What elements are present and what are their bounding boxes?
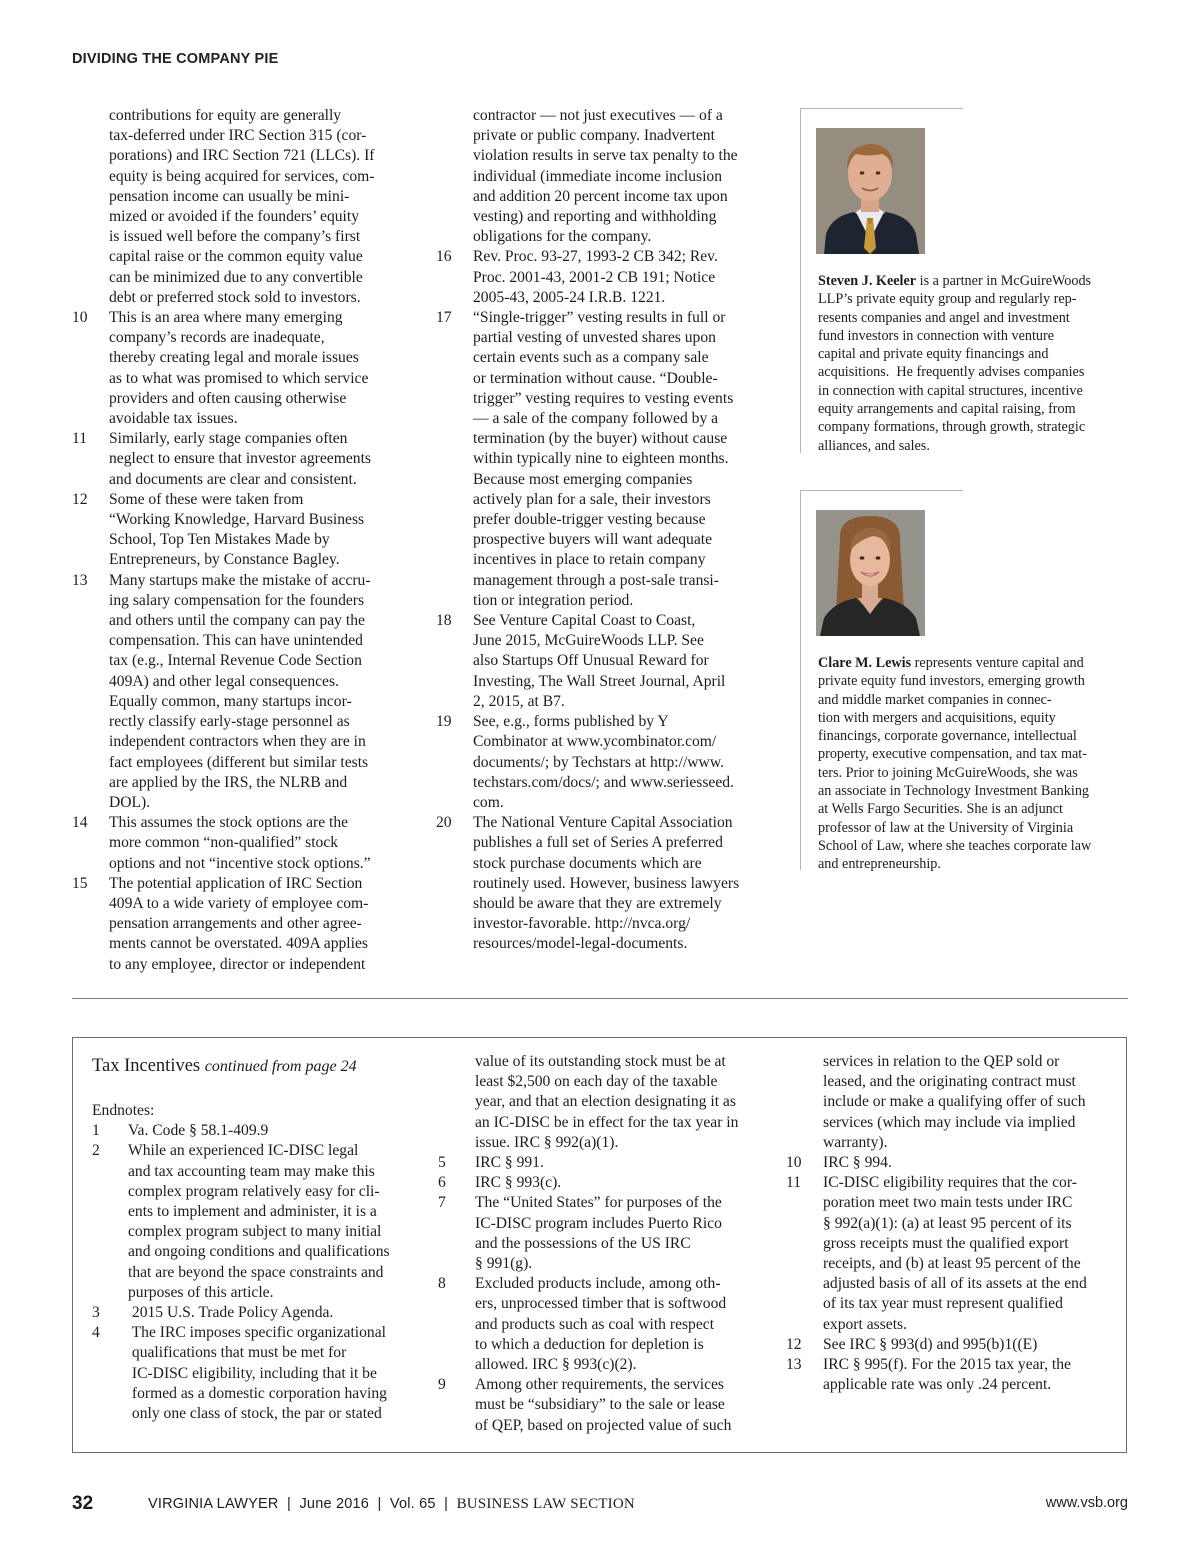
- text-line: tax-deferred under IRC Section 315 (cor-: [109, 127, 367, 145]
- bio-divider: [800, 108, 963, 109]
- endnote: [72, 813, 402, 874]
- endnote: [72, 429, 402, 490]
- text-line: partial vesting of unvested shares upon: [473, 329, 716, 347]
- endnote-number: 12: [786, 1335, 802, 1353]
- endnote: [786, 1355, 1111, 1395]
- text-line: and addition 20 percent income tax upon: [473, 187, 728, 205]
- text-line: avoidable tax issues.: [109, 410, 238, 428]
- text-line: trigger” vesting requires to vesting events: [473, 389, 734, 407]
- bio-line: fund investors in connection with venture: [818, 327, 1055, 344]
- bio-text: is a partner in McGuireWoods: [916, 273, 1092, 289]
- text-line: thereby creating legal and morale issues: [109, 349, 359, 367]
- endnote-number: 4: [92, 1324, 100, 1342]
- note-list: [438, 1153, 768, 1436]
- text-line: applicable rate was only .24 percent.: [823, 1376, 1052, 1394]
- footer-separator: |: [287, 1496, 292, 1512]
- text-line: services (which may include via implied: [823, 1113, 1076, 1131]
- author-name: Steven J. Keeler: [818, 273, 917, 289]
- endnote-number: 10: [72, 309, 88, 327]
- endnote: [72, 308, 402, 429]
- text-line: options and not “incentive stock options.”: [109, 854, 371, 872]
- text-line: IC-DISC program includes Puerto Rico: [475, 1214, 722, 1232]
- text-line: prefer double-trigger vesting because: [473, 511, 706, 529]
- endnote: [436, 611, 766, 712]
- author-name: Clare M. Lewis: [818, 655, 912, 671]
- text-line: com.: [473, 793, 504, 811]
- text-line: is issued well before the company’s first: [109, 228, 361, 246]
- endnote: [786, 1335, 1111, 1355]
- bio-line: School of Law, where she teaches corporate law: [818, 837, 1092, 854]
- box-title: [92, 1054, 420, 1079]
- endnotes-column-1: [72, 106, 402, 975]
- note-list: [786, 1153, 1111, 1395]
- note-list: [436, 247, 766, 954]
- text-line: ers, unprocessed timber that is softwood: [475, 1295, 727, 1313]
- text-line: capital raise or the common equity value: [109, 248, 363, 266]
- text-line: poration meet two main tests under IRC: [823, 1194, 1073, 1212]
- text-line: actively plan for a sale, their investors: [473, 490, 711, 508]
- text-line: ments cannot be overstated. 409A applies: [109, 935, 368, 953]
- text-line: investor-favorable. http://nvca.org/: [473, 915, 691, 933]
- endnote-number: 7: [438, 1194, 446, 1212]
- text-line: § 991(g).: [475, 1255, 533, 1273]
- endnotes-label: Endnotes:: [92, 1102, 155, 1119]
- endnote-text: [128, 1121, 420, 1141]
- text-line: While an experienced IC-DISC legal: [128, 1142, 359, 1160]
- text-line: include or make a qualifying offer of such: [823, 1093, 1086, 1111]
- text-line: and tax accounting team may make this: [128, 1162, 375, 1180]
- text-line: fact employees (different but similar tests: [109, 753, 369, 771]
- endnote-number: 16: [436, 248, 452, 266]
- text-line: and the possessions of the US IRC: [475, 1234, 691, 1252]
- text-line: 2015 U.S. Trade Policy Agenda.: [128, 1304, 334, 1322]
- bio-divider: [800, 108, 801, 453]
- endnote: [72, 571, 402, 813]
- bio-text: represents venture capital and: [911, 655, 1084, 671]
- endnote-text: [128, 1141, 420, 1303]
- bio-line: tion with mergers and acquisitions, equity: [818, 709, 1056, 726]
- endnote-number: 13: [786, 1356, 802, 1374]
- endnote-text: [473, 813, 766, 954]
- bio-line: capital and private equity financings and: [818, 346, 1049, 363]
- endnote-text: [823, 1335, 1111, 1355]
- continued-note: [786, 1052, 1111, 1153]
- page-footer: [72, 1493, 1128, 1519]
- bio-line: [818, 272, 1130, 290]
- endnote-text: [109, 429, 402, 490]
- text-line: 2005-43, 2005-24 I.R.B. 1221.: [473, 288, 666, 306]
- text-line: tion or integration period.: [473, 591, 634, 609]
- endnote-text: [475, 1193, 768, 1274]
- endnote-text: [109, 874, 402, 975]
- text-line: Entrepreneurs, by Constance Bagley.: [109, 551, 340, 569]
- text-line: Excluded products include, among oth-: [475, 1275, 721, 1293]
- text-line: as to what was promised to which service: [109, 369, 369, 387]
- text-line: porations) and IRC Section 721 (LLCs). If: [109, 147, 375, 165]
- bio-line: [818, 654, 1130, 672]
- text-line: pensation arrangements and other agree-: [109, 915, 362, 933]
- bio-line: company formations, through growth, strategic: [818, 419, 1086, 436]
- magazine-name: VIRGINIA LAWYER: [148, 1496, 279, 1512]
- text-line: independent contractors when they are in: [109, 733, 366, 751]
- text-line: Investing, The Wall Street Journal, April: [473, 672, 726, 690]
- bio-line: private equity fund investors, emerging growth: [818, 673, 1085, 690]
- text-line: IC-DISC eligibility, including that it be: [128, 1364, 377, 1382]
- text-line: 409A) and other legal consequences.: [109, 672, 339, 690]
- text-line: ents to implement and administer, it is a: [128, 1203, 377, 1221]
- bio-line: and middle market companies in connec-: [818, 691, 1052, 708]
- text-line: compensation. This can have unintended: [109, 632, 363, 650]
- box-title-continued: continued from page 24: [204, 1058, 357, 1075]
- text-line: and ongoing conditions and qualifications: [128, 1243, 390, 1261]
- endnote-number: 11: [786, 1174, 802, 1192]
- endnote-number: 20: [436, 814, 452, 832]
- bio-line: resents companies and angel and investment: [818, 309, 1070, 326]
- endnote: [92, 1141, 420, 1303]
- text-line: should be aware that they are extremely: [473, 894, 722, 912]
- bio-clare-lewis: [818, 654, 1130, 874]
- text-line: that are beyond the space constraints and: [128, 1263, 384, 1281]
- endnote-number: 10: [786, 1154, 802, 1172]
- text-line: more common “non-qualified” stock: [109, 834, 339, 852]
- endnote-number: 11: [72, 430, 88, 448]
- bio-steven-keeler: [818, 272, 1130, 455]
- bio-line: professor of law at the University of Virginia: [818, 819, 1074, 836]
- endnote: [436, 712, 766, 813]
- endnote-text: [109, 490, 402, 571]
- text-line: rectly classify early-stage personnel as: [109, 713, 350, 731]
- endnote: [436, 813, 766, 954]
- text-line: publishes a full set of Series A preferred: [473, 834, 723, 852]
- endnote-text: [473, 611, 766, 712]
- continued-note: [72, 106, 402, 308]
- text-line: to which a deduction for depletion is: [475, 1335, 704, 1353]
- text-line: violation results in serve tax penalty to the: [473, 147, 738, 165]
- text-line: year, and that an election designating it as: [475, 1093, 736, 1111]
- bio-line: LLP’s private equity group and regularly rep-: [818, 291, 1077, 308]
- text-line: The IRC imposes specific organizational: [128, 1324, 386, 1342]
- footer-separator: |: [377, 1496, 382, 1512]
- text-line: resources/model-legal-documents.: [473, 935, 688, 953]
- tax-incentives-column-1: [92, 1052, 420, 1424]
- bio-line: alliances, and sales.: [818, 437, 930, 454]
- endnote: [92, 1303, 420, 1323]
- text-line: contractor — not just executives — of a: [473, 107, 723, 124]
- text-line: or termination without cause. “Double-: [473, 369, 718, 387]
- text-line: § 992(a)(1): (a) at least 95 percent of its: [823, 1214, 1072, 1232]
- endnote-number: 18: [436, 612, 452, 630]
- text-line: documents/; by Techstars at http://www.: [473, 753, 724, 771]
- text-line: prospective buyers will want adequate: [473, 531, 713, 549]
- endnote-text: [475, 1375, 768, 1436]
- text-line: individual (immediate income inclusion: [473, 167, 723, 185]
- text-line: “Single-trigger” vesting results in full or: [473, 309, 726, 327]
- endnote-text: [823, 1355, 1111, 1395]
- tax-incentives-column-2: [438, 1052, 768, 1436]
- text-line: “Working Knowledge, Harvard Business: [109, 511, 365, 529]
- text-line: 409A to a wide variety of employee com-: [109, 894, 369, 912]
- text-line: The National Venture Capital Association: [473, 814, 733, 832]
- text-line: can be minimized due to any convertible: [109, 268, 363, 286]
- text-line: IC-DISC eligibility requires that the cor-: [823, 1174, 1077, 1192]
- endnote: [436, 247, 766, 308]
- endnote: [786, 1173, 1111, 1335]
- text-line: Combinator at www.ycombinator.com/: [473, 733, 717, 751]
- text-line: See, e.g., forms published by Y: [473, 713, 669, 731]
- website-url: www.vsb.org: [1045, 1495, 1128, 1511]
- text-line: The potential application of IRC Section: [109, 874, 363, 892]
- endnote: [92, 1323, 420, 1424]
- bio-line: acquisitions. He frequently advises companies: [818, 364, 1085, 381]
- text-line: must be “subsidiary” to the sale or lease: [475, 1396, 725, 1414]
- text-line: obligations for the company.: [473, 228, 652, 246]
- endnote-text: [128, 1303, 420, 1323]
- text-line: issue. IRC § 992(a)(1).: [475, 1133, 619, 1151]
- text-line: This is an area where many emerging: [109, 309, 343, 327]
- bio-divider: [800, 490, 963, 491]
- text-line: complex program relatively easy for cli-: [128, 1182, 380, 1200]
- text-line: — a sale of the company followed by a: [473, 410, 719, 428]
- endnote: [72, 874, 402, 975]
- endnote-text: [473, 712, 766, 813]
- text-line: incentives in place to retain company: [473, 551, 706, 569]
- text-line: See Venture Capital Coast to Coast,: [473, 612, 696, 630]
- endnote-number: 6: [438, 1174, 446, 1192]
- endnote-text: [109, 308, 402, 429]
- endnote-number: 12: [72, 490, 88, 508]
- text-line: receipts, and (b) at least 95 percent of the: [823, 1255, 1081, 1273]
- issue-date: June 2016: [299, 1496, 370, 1512]
- endnote-number: 17: [436, 309, 452, 327]
- bio-line: ters. Prior to joining McGuireWoods, she was: [818, 764, 1078, 781]
- text-line: routinely used. However, business lawyers: [473, 874, 740, 892]
- bio-line: at Wells Fargo Securities. She is an adjunct: [818, 801, 1063, 818]
- endnote-number: 19: [436, 713, 452, 731]
- endnote: [438, 1173, 768, 1193]
- endnote-text: [109, 571, 402, 813]
- text-line: gross receipts must the qualified export: [823, 1234, 1069, 1252]
- endnote-number: 3: [92, 1304, 100, 1322]
- text-line: are applied by the IRS, the NLRB and: [109, 773, 348, 791]
- text-line: an IC-DISC be in effect for the tax year in: [475, 1113, 739, 1131]
- text-line: adjusted basis of all of its assets at the end: [823, 1275, 1087, 1293]
- endnote: [72, 490, 402, 571]
- endnote-number: 5: [438, 1154, 446, 1172]
- section-name: BUSINESS LAW SECTION: [456, 1496, 635, 1512]
- bio-line: and entrepreneurship.: [818, 856, 941, 873]
- endnote-text: [473, 247, 766, 308]
- text-line: This assumes the stock options are the: [109, 814, 349, 832]
- text-line: qualifications that must be met for: [128, 1344, 347, 1362]
- text-line: termination (by the buyer) without cause: [473, 430, 728, 448]
- bio-line: financings, corporate governance, intellectual: [818, 728, 1077, 745]
- box-title-text: Tax Incentives: [92, 1056, 201, 1076]
- endnote-number: 13: [72, 571, 88, 589]
- endnotes-column-2: [436, 106, 766, 955]
- footer-separator: |: [444, 1496, 449, 1512]
- endnote-number: 2: [92, 1142, 100, 1160]
- text-line: export assets.: [823, 1315, 908, 1333]
- text-line: certain events such as a company sale: [473, 349, 709, 367]
- text-line: Rev. Proc. 93-27, 1993-2 CB 342; Rev.: [473, 248, 718, 266]
- text-line: formed as a domestic corporation having: [128, 1384, 387, 1402]
- tax-incentives-column-3: [786, 1052, 1111, 1395]
- text-line: company’s records are inadequate,: [109, 329, 325, 347]
- text-line: complex program subject to many initial: [128, 1223, 382, 1241]
- text-line: Equally common, many startups incor-: [109, 692, 352, 710]
- endnote-number: 1: [92, 1122, 100, 1140]
- endnote-text: [473, 308, 766, 611]
- note-list: [72, 308, 402, 975]
- endnote-number: 8: [438, 1275, 446, 1293]
- page-number: 32: [72, 1493, 94, 1514]
- text-line: allowed. IRC § 993(c)(2).: [475, 1356, 637, 1374]
- endnote: [438, 1274, 768, 1375]
- endnote-text: [109, 813, 402, 874]
- text-line: debt or preferred stock sold to investors.: [109, 288, 361, 306]
- text-line: contributions for equity are generally: [109, 107, 342, 124]
- note-list: [92, 1121, 420, 1424]
- text-line: neglect to ensure that investor agreements: [109, 450, 371, 468]
- text-line: warranty).: [823, 1133, 888, 1151]
- running-head: DIVIDING THE COMPANY PIE: [72, 51, 279, 67]
- text-line: June 2015, McGuireWoods LLP. See: [473, 632, 704, 650]
- endnote: [92, 1121, 420, 1141]
- text-line: DOL).: [109, 793, 151, 811]
- text-line: IRC § 995(f). For the 2015 tax year, the: [823, 1356, 1071, 1374]
- endnote-text: [128, 1323, 420, 1424]
- text-line: IRC § 991.: [475, 1154, 544, 1172]
- text-line: mized or avoided if the founders’ equity: [109, 208, 359, 226]
- endnote: [786, 1153, 1111, 1173]
- text-line: within typically nine to eighteen months.: [473, 450, 729, 468]
- endnote: [436, 308, 766, 611]
- endnote-number: 14: [72, 814, 88, 832]
- continued-note: [436, 106, 766, 247]
- endnote-number: 9: [438, 1376, 446, 1394]
- endnote: [438, 1375, 768, 1436]
- text-line: tax (e.g., Internal Revenue Code Section: [109, 652, 362, 670]
- text-line: 2, 2015, at B7.: [473, 692, 565, 710]
- text-line: management through a post-sale transi-: [473, 571, 719, 589]
- text-line: and others until the company can pay the: [109, 612, 365, 630]
- text-line: of QEP, based on projected value of such: [475, 1416, 732, 1434]
- endnote-text: [823, 1173, 1111, 1335]
- text-line: ing salary compensation for the founders: [109, 591, 365, 609]
- section-divider: [72, 998, 1128, 999]
- text-line: stock purchase documents which are: [473, 854, 702, 872]
- text-line: least $2,500 on each day of the taxable: [475, 1073, 718, 1091]
- volume: Vol. 65: [389, 1496, 436, 1512]
- text-line: value of its outstanding stock must be at: [475, 1053, 726, 1070]
- text-line: Some of these were taken from: [109, 490, 304, 508]
- bio-line: in connection with capital structures, incentive: [818, 382, 1083, 399]
- text-line: Many startups make the mistake of accru-: [109, 571, 371, 589]
- continued-note: [438, 1052, 768, 1153]
- text-line: leased, and the originating contract must: [823, 1073, 1076, 1091]
- bio-line: an associate in Technology Investment Banking: [818, 783, 1090, 800]
- text-line: and documents are clear and consistent.: [109, 470, 357, 488]
- text-line: of its tax year must represent qualified: [823, 1295, 1063, 1313]
- text-line: equity is being acquired for services, com-: [109, 167, 375, 185]
- text-line: providers and often causing otherwise: [109, 389, 347, 407]
- text-line: to any employee, director or independent: [109, 955, 366, 973]
- text-line: IRC § 993(c).: [475, 1174, 562, 1192]
- text-line: purposes of this article.: [128, 1283, 274, 1301]
- endnote-text: [823, 1153, 1111, 1173]
- endnote-text: [475, 1274, 768, 1375]
- text-line: Because most emerging companies: [473, 470, 693, 488]
- text-line: Va. Code § 58.1-409.9: [128, 1122, 269, 1140]
- author-photo-clare-lewis: [816, 510, 925, 636]
- text-line: private or public company. Inadvertent: [473, 127, 715, 145]
- text-line: Similarly, early stage companies often: [109, 430, 348, 448]
- footer-publication: [148, 1496, 635, 1513]
- text-line: The “United States” for purposes of the: [475, 1194, 722, 1212]
- text-line: vesting) and reporting and withholding: [473, 208, 717, 226]
- text-line: and products such as coal with respect: [475, 1315, 715, 1333]
- endnote: [438, 1193, 768, 1274]
- text-line: See IRC § 993(d) and 995(b)1((E): [823, 1335, 1038, 1353]
- text-line: IRC § 994.: [823, 1154, 892, 1172]
- bio-line: equity arrangements and capital raising, from: [818, 401, 1076, 418]
- author-photo-steven-keeler: [816, 128, 925, 254]
- text-line: School, Top Ten Mistakes Made by: [109, 531, 330, 549]
- text-line: also Startups Off Unusual Reward for: [473, 652, 709, 670]
- endnote-text: [475, 1153, 768, 1173]
- bio-line: property, executive compensation, and tax mat-: [818, 746, 1087, 763]
- endnote: [438, 1153, 768, 1173]
- endnote-number: 15: [72, 874, 88, 892]
- text-line: only one class of stock, the par or stated: [128, 1405, 382, 1423]
- text-line: Among other requirements, the services: [475, 1376, 724, 1394]
- endnote-text: [475, 1173, 768, 1193]
- text-line: pensation income can usually be mini-: [109, 187, 350, 205]
- text-line: Proc. 2001-43, 2001-2 CB 191; Notice: [473, 268, 716, 286]
- text-line: techstars.com/docs/; and www.seriesseed.: [473, 773, 734, 791]
- bio-divider: [800, 490, 801, 870]
- text-line: services in relation to the QEP sold or: [823, 1053, 1060, 1070]
